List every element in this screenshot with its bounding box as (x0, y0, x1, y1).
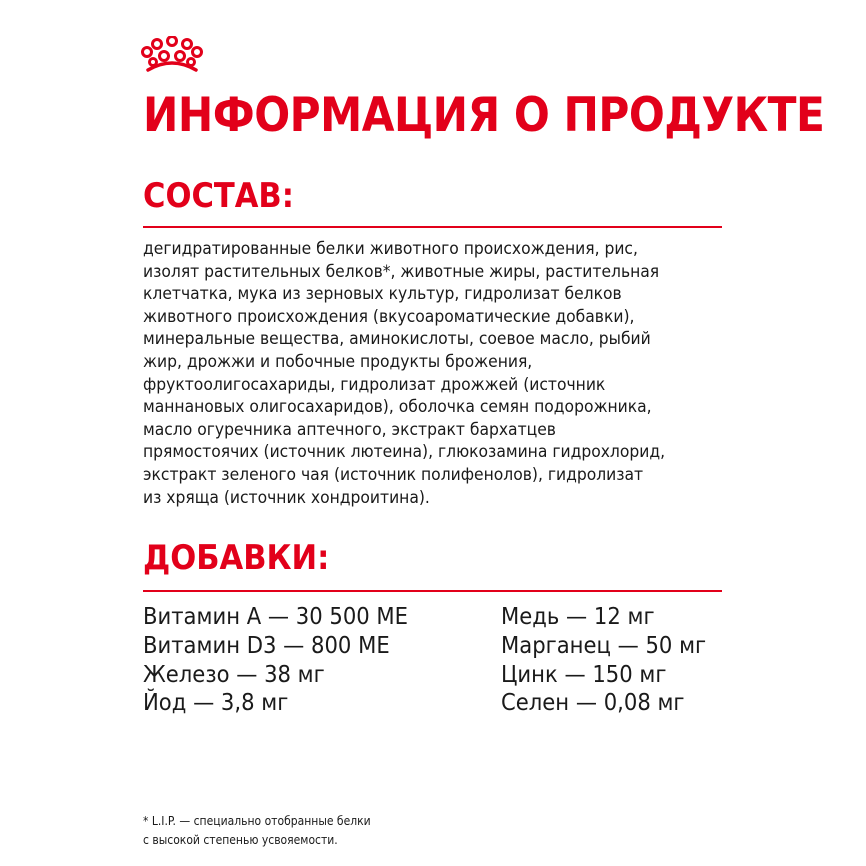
additive-item: Витамин А — 30 500 МЕ (143, 602, 409, 630)
additives-heading: ДОБАВКИ: (143, 538, 330, 578)
additives-divider (143, 590, 722, 592)
composition-text: дегидратированные белки животного происхождения, рис, изолят растительных белков*, животные жиры, растительная клетчатка, мука из зерновых культур, гидролизат белков животного происхождения (вкусоароматические добавки), минеральные вещества, аминокислоты, соевое масло, рыбий жир, дрожжи и побочные продукты брожения, фруктоолигосахариды, гидролизат дрожжей (источник маннановых олигосахаридов), оболочка семян подорожника, масло огуречника аптечного, экстракт бархатцев прямостоячих (источник лютеина), глюкозамина гидрохлорид, экстракт зеленого чая (источник полифенолов), гидролизат из хряща (источник хондроитина). (143, 239, 666, 508)
additive-item: Марганец — 50 мг (501, 630, 707, 659)
composition-divider (143, 226, 722, 228)
additive-item: Цинк — 150 мг (501, 659, 667, 688)
additives-list-left (143, 602, 408, 717)
additives-list-right (501, 602, 706, 717)
page-title: ИНФОРМАЦИЯ О ПРОДУКТЕ (143, 88, 825, 143)
composition-heading: СОСТАВ: (143, 176, 294, 216)
footnote: * L.I.P. — специально отобранные белки с высокой степенью усвояемости. (143, 814, 371, 847)
additive-item: Йод — 3,8 мг (143, 688, 289, 717)
additive-item: Селен — 0,08 мг (501, 688, 685, 717)
additive-item: Железо — 38 мг (143, 659, 325, 688)
additive-item: Медь — 12 мг (501, 602, 655, 630)
royal-canin-crown-icon (140, 36, 204, 76)
additive-item: Витамин D3 — 800 МЕ (143, 630, 390, 659)
